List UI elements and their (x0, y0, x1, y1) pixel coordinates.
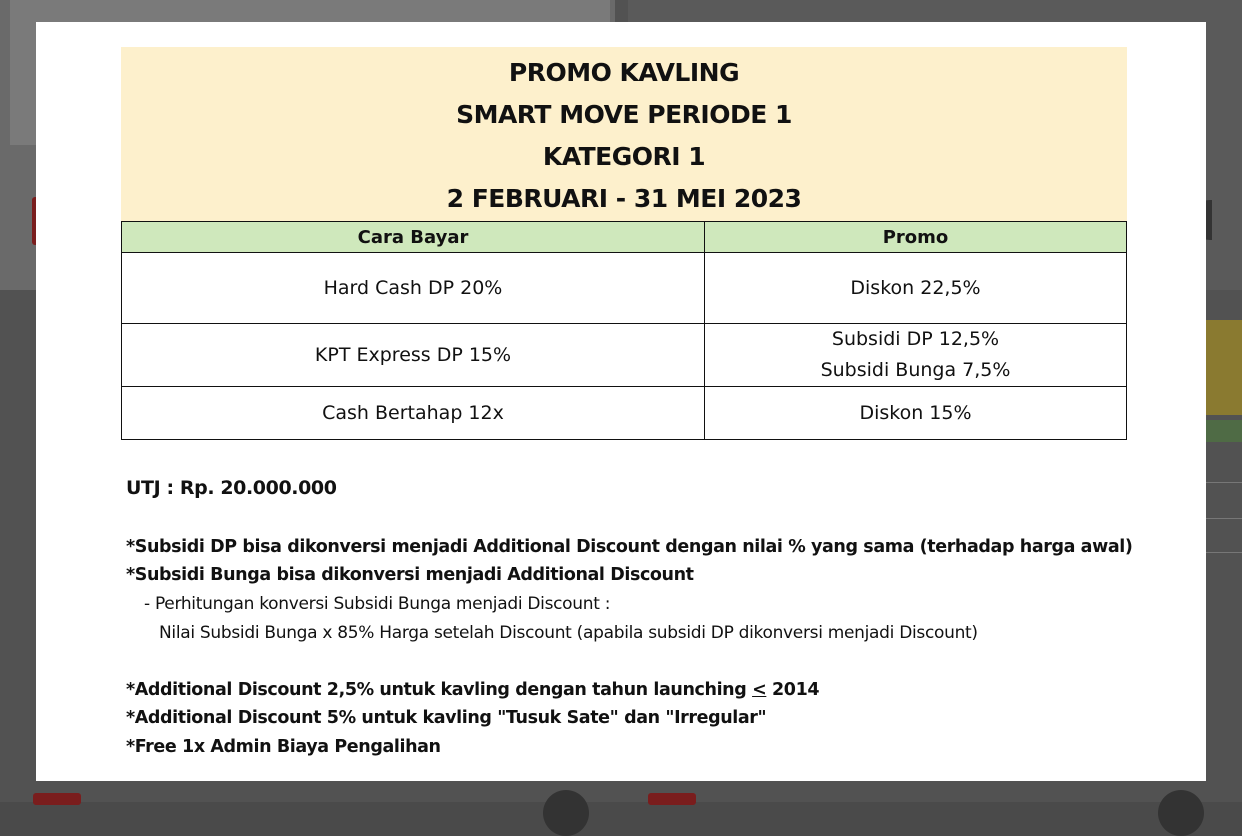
promo-cell: Diskon 22,5% (705, 253, 1127, 324)
note-conversion-title: - Perhitungan konversi Subsidi Bunga menjadi Discount : (144, 594, 611, 614)
background-red-tag (648, 793, 696, 805)
promo-title: PROMO KAVLING (508, 58, 740, 87)
payment-method-cell: Cash Bertahap 12x (122, 387, 705, 440)
promo-modal (36, 22, 1206, 781)
table-row (122, 324, 1127, 387)
background-red-tag (33, 793, 81, 805)
promo-line: Subsidi DP 12,5% (831, 328, 1000, 350)
note-additional-discount-5: *Additional Discount 5% untuk kavling "Tusuk Sate" dan "Irregular" (126, 708, 767, 728)
less-equal-symbol: < (752, 680, 767, 700)
background-green-block (1206, 420, 1242, 442)
promo-cell: Diskon 15% (705, 387, 1127, 440)
note-text: 2014 (766, 680, 820, 700)
promo-cell (705, 324, 1127, 387)
background-circle-button (543, 790, 589, 836)
background-circle-button (1158, 790, 1204, 836)
note-subsidi-dp: *Subsidi DP bisa dikonversi menjadi Additional Discount dengan nilai % yang sama (terhadap harga awal) (126, 537, 1133, 557)
promo-category: KATEGORI 1 (542, 142, 706, 171)
background-divider (1206, 482, 1242, 483)
background-yellow-block (1206, 320, 1242, 415)
utj-amount: UTJ : Rp. 20.000.000 (126, 477, 337, 499)
note-text: *Additional Discount 2,5% untuk kavling dengan tahun launching (126, 680, 753, 700)
payment-method-cell: KPT Express DP 15% (122, 324, 705, 387)
note-free-admin: *Free 1x Admin Biaya Pengalihan (126, 737, 441, 757)
note-conversion-formula: Nilai Subsidi Bunga x 85% Harga setelah Discount (apabila subsidi DP dikonversi menjadi Discount) (159, 623, 978, 643)
column-header-promo: Promo (705, 222, 1127, 253)
background-divider (1206, 518, 1242, 519)
table-header-row (122, 222, 1127, 253)
promo-table (121, 221, 1127, 440)
note-subsidi-bunga: *Subsidi Bunga bisa dikonversi menjadi Additional Discount (126, 565, 694, 585)
promo-period: 2 FEBRUARI - 31 MEI 2023 (446, 184, 802, 213)
promo-line: Subsidi Bunga 7,5% (820, 359, 1011, 381)
table-row (122, 387, 1127, 440)
column-header-cara-bayar: Cara Bayar (122, 222, 705, 253)
promo-subtitle: SMART MOVE PERIODE 1 (456, 100, 792, 129)
table-row (122, 253, 1127, 324)
payment-method-cell: Hard Cash DP 20% (122, 253, 705, 324)
note-additional-discount-2-5 (126, 680, 819, 700)
promo-banner (121, 47, 1127, 243)
background-divider (1206, 552, 1242, 553)
